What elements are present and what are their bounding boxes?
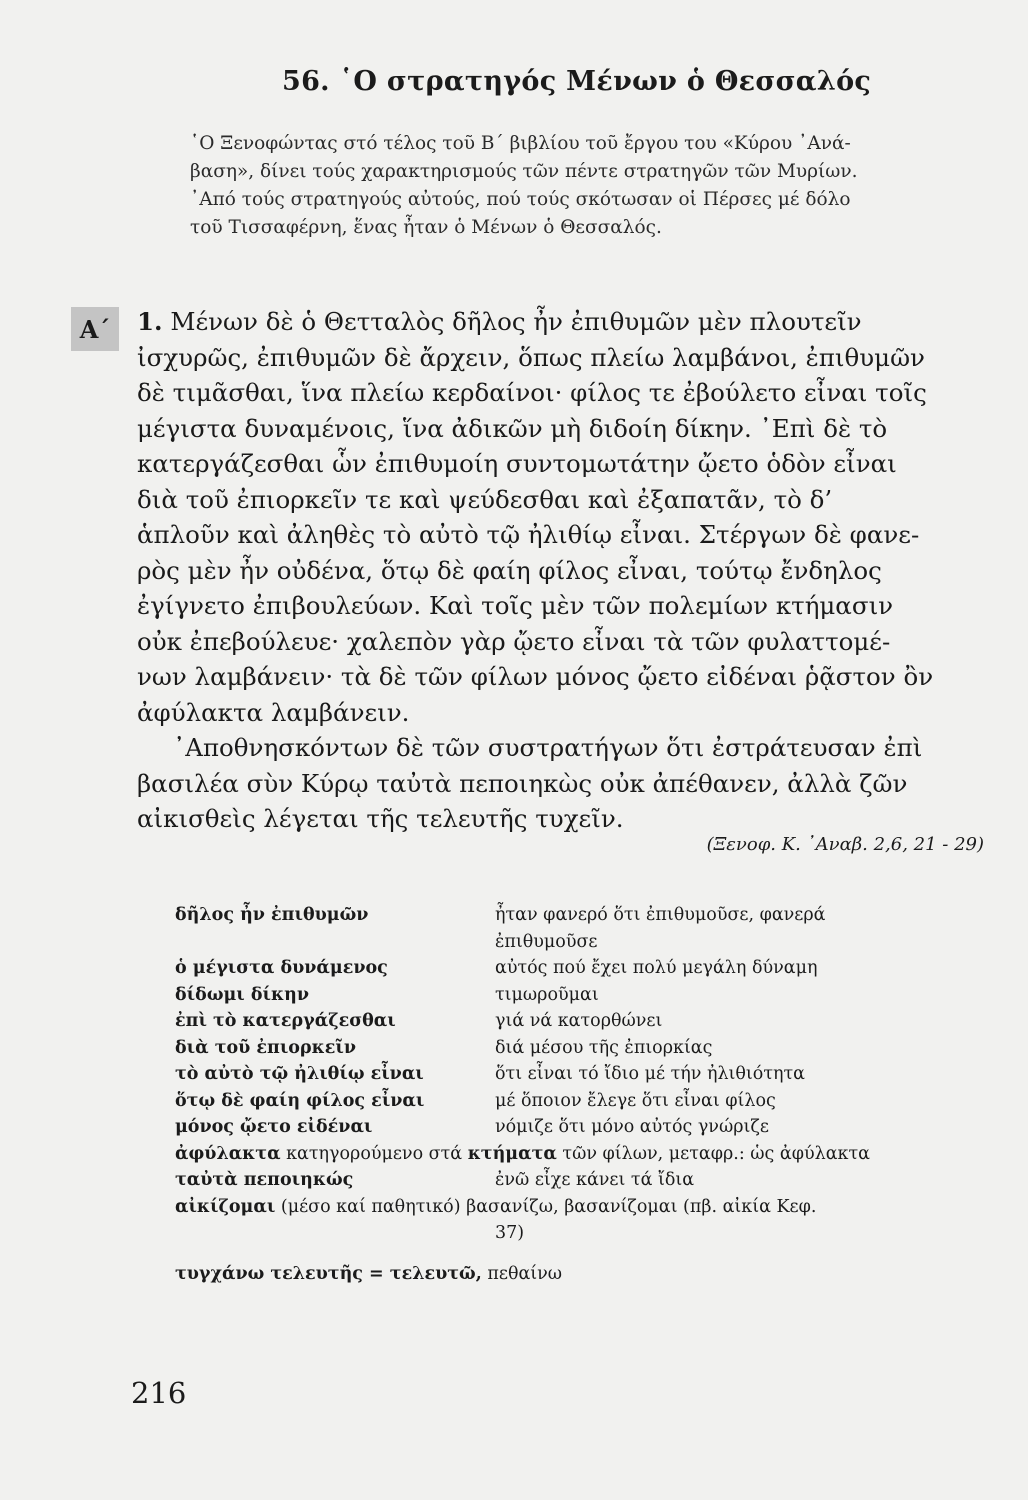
glossary-term: ἐπὶ τὸ κατεργάζεσθαι — [175, 1011, 396, 1031]
glossary-entry — [175, 1088, 995, 1115]
glossary-definition: μέ ὅποιον ἔλεγε ὅτι εἶναι φίλος — [495, 1090, 776, 1111]
intro-line: ᾿Από τούς στρατηγούς αὐτούς, πού τούς σκότωσαν οἱ Πέρσες μέ δόλο — [190, 189, 851, 210]
glossary-definition: πεθαίνω — [481, 1263, 563, 1284]
glossary-definition: τιμωροῦμαι — [495, 984, 599, 1005]
text-line: ρὸς μὲν ἦν οὐδένα, ὅτῳ δὲ φαίη φίλος εἶναι, τούτῳ ἔνδηλος — [137, 555, 882, 585]
text-line: ἐγίγνετο ἐπιβουλεύων. Καὶ τοῖς μὲν τῶν πολεμίων κτήμασιν — [137, 591, 894, 620]
text-line: ᾿Αποθνησκόντων δὲ τῶν συστρατήγων ὅτι ἐστράτευσαν ἐπὶ — [173, 733, 923, 762]
glossary-entry — [175, 1141, 995, 1168]
glossary-entry — [175, 1008, 995, 1035]
glossary-term: ὁ μέγιστα δυνάμενος — [175, 958, 388, 978]
text-line: διὰ τοῦ ἐπιορκεῖν τε καὶ ψεύδεσθαι καὶ ἐξαπατᾶν, τὸ δ’ — [137, 484, 833, 514]
glossary-term: ἀφύλακτα — [175, 1143, 281, 1164]
page-number: 216 — [131, 1376, 187, 1410]
glossary-entry — [175, 1061, 995, 1088]
glossary-entry — [175, 982, 995, 1009]
glossary-entry — [175, 955, 995, 982]
text-line: κατεργάζεσθαι ὧν ἐπιθυμοίη συντομωτάτην ᾤετο ὁδὸν εἶναι — [137, 449, 897, 478]
glossary-term: ταὐτὰ πεποιηκώς — [175, 1170, 354, 1190]
glossary-definition: (μέσο καί παθητικό) βασανίζω, βασανίζομαι (πβ. αἰκία Κεφ. — [275, 1196, 817, 1217]
glossary-entry — [175, 1114, 995, 1141]
text-line: νων λαμβάνειν· τὰ δὲ τῶν φίλων μόνος ᾤετο εἰδέναι ῥᾷστον ὂν — [137, 662, 934, 691]
glossary-entry-continuation — [175, 929, 995, 956]
text-line: μέγιστα δυναμένοις, ἵνα ἀδικῶν μὴ διδοίη δίκην. ᾿Επὶ δὲ τὸ — [137, 413, 888, 443]
text-line: ἀφύλακτα λαμβάνειν. — [137, 697, 410, 727]
glossary-definition: διά μέσου τῆς ἐπιορκίας — [495, 1037, 713, 1058]
text-line: οὐκ ἐπεβούλευε· χαλεπὸν γὰρ ᾤετο εἶναι τὰ τῶν φυλαττομέ- — [137, 626, 891, 656]
text-line: δὲ τιμᾶσθαι, ἵνα πλείω κερδαίνοι· φίλος τε ἐβούλετο εἶναι τοῖς — [137, 378, 927, 407]
glossary-inline — [175, 1197, 816, 1217]
chapter-title: 56. ῾Ο στρατηγός Μένων ὁ Θεσσαλός — [282, 66, 872, 97]
glossary-term: αἰκίζομαι — [175, 1196, 276, 1217]
glossary-term: κτήματα — [467, 1143, 557, 1164]
intro-line: ῾Ο Ξενοφώντας στό τέλος τοῦ Β΄ βιβλίου τοῦ ἔργου του «Κύρου ᾿Ανά- — [190, 133, 851, 154]
glossary-definition: 37) — [495, 1223, 525, 1243]
source-citation: (Ξενοφ. Κ. ᾿Αναβ. 2,6, 21 - 29) — [706, 834, 984, 855]
glossary — [175, 902, 995, 1287]
glossary-spacer — [175, 1247, 995, 1261]
glossary-entry — [175, 1035, 995, 1062]
text-line: βασιλέα σὺν Κύρῳ ταὐτὰ πεποιηκὼς οὐκ ἀπέθανεν, ἀλλὰ ζῶν — [137, 768, 908, 798]
ancient-text — [137, 304, 997, 837]
glossary-definition: ἦταν φανερό ὅτι ἐπιθυμοῦσε, φανερά — [495, 905, 826, 925]
glossary-definition: ἐπιθυμοῦσε — [495, 931, 598, 952]
text-line: ἁπλοῦν καὶ ἀληθὲς τὸ αὐτὸ τῷ ἠλιθίῳ εἶναι. Στέργων δὲ φανε- — [137, 520, 920, 549]
glossary-entry-continuation — [175, 1220, 995, 1247]
glossary-term: δίδωμι δίκην — [175, 984, 309, 1005]
paragraph-number: 1. — [137, 307, 163, 336]
intro-paragraph — [190, 130, 990, 242]
glossary-term: τυγχάνω τελευτῆς = τελευτῶ, — [175, 1263, 482, 1284]
glossary-term: μόνος ᾤετο εἰδέναι — [175, 1117, 373, 1137]
glossary-term: διὰ τοῦ ἐπιορκεῖν — [175, 1037, 356, 1058]
glossary-definition: γιά νά κατορθώνει — [495, 1011, 663, 1031]
text-line-content: Μένων δὲ ὁ Θετταλὸς δῆλος ἦν ἐπιθυμῶν μὲν πλουτεῖν — [170, 307, 862, 336]
glossary-inline — [175, 1264, 562, 1284]
glossary-term: ὅτῳ δὲ φαίη φίλος εἶναι — [175, 1090, 425, 1111]
glossary-entry — [175, 1194, 995, 1221]
glossary-entry — [175, 1261, 995, 1288]
glossary-entry — [175, 902, 995, 929]
glossary-entry — [175, 1167, 995, 1194]
glossary-definition: ὅτι εἶναι τό ἴδιο μέ τήν ἠλιθιότητα — [495, 1064, 805, 1084]
intro-line: τοῦ Τισσαφέρνη, ἕνας ἦταν ὁ Μένων ὁ Θεσσαλός. — [190, 217, 662, 238]
glossary-definition: κατηγορούμενο στά — [280, 1143, 468, 1164]
section-badge: Α΄ — [71, 307, 119, 351]
text-line: ἰσχυρῶς, ἐπιθυμῶν δὲ ἄρχειν, ὅπως πλείω λαμβάνοι, ἐπιθυμῶν — [137, 342, 925, 372]
glossary-definition: τῶν φίλων, μεταφρ.: ὡς ἀφύλακτα — [556, 1143, 870, 1164]
text-line — [137, 304, 997, 340]
glossary-definition: νόμιζε ὅτι μόνο αὐτός γνώριζε — [495, 1117, 769, 1137]
intro-line: βαση», δίνει τούς χαρακτηρισμούς τῶν πέντε στρατηγῶν τῶν Μυρίων. — [190, 161, 858, 182]
glossary-inline — [175, 1144, 870, 1164]
glossary-term: τὸ αὐτὸ τῷ ἠλιθίῳ εἶναι — [175, 1064, 424, 1084]
glossary-definition: αὐτός πού ἔχει πολύ μεγάλη δύναμη — [495, 958, 818, 978]
glossary-term: δῆλος ἦν ἐπιθυμῶν — [175, 905, 369, 925]
text-line: αἰκισθεὶς λέγεται τῆς τελευτῆς τυχεῖν. — [137, 804, 624, 833]
glossary-definition: ἐνῶ εἶχε κάνει τά ἴδια — [495, 1170, 695, 1190]
